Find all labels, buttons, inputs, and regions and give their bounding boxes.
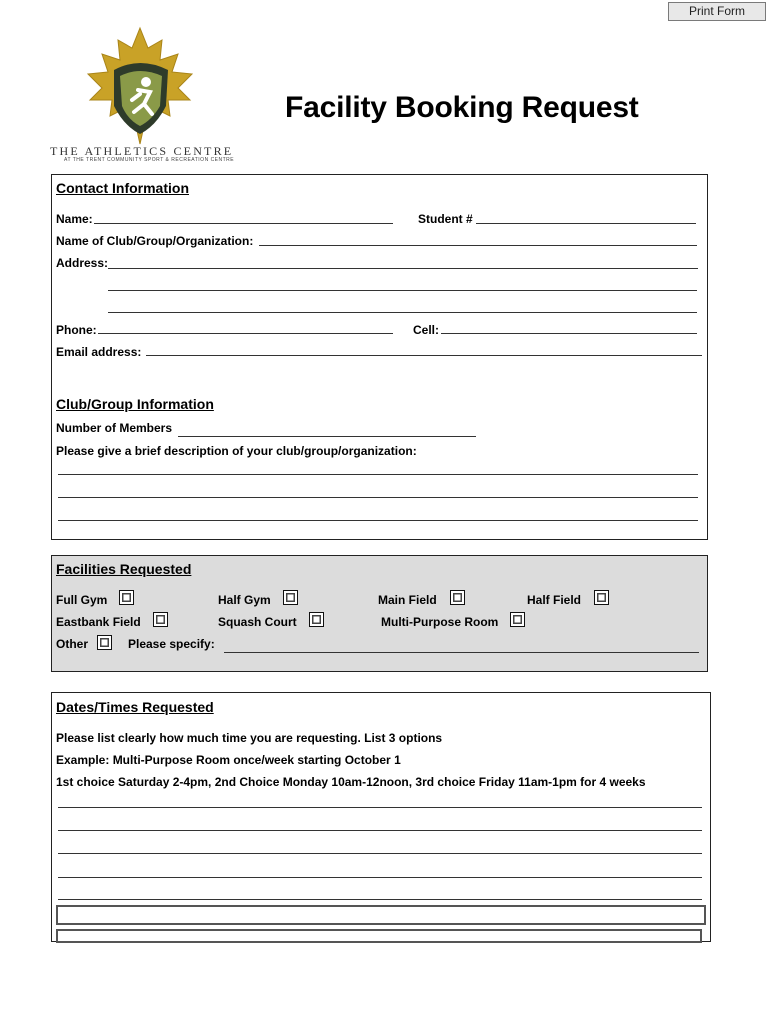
page-title: Facility Booking Request	[285, 91, 639, 124]
dates-example: Example: Multi-Purpose Room once/week starting October 1	[56, 753, 401, 767]
phone-field[interactable]	[98, 333, 393, 334]
student-number-field[interactable]	[476, 223, 696, 224]
cell-field[interactable]	[441, 333, 697, 334]
description-label: Please give a brief description of your club/group/organization:	[56, 444, 417, 458]
full-gym-label: Full Gym	[56, 593, 108, 607]
description-field-line-3[interactable]	[58, 520, 698, 521]
other-checkbox[interactable]	[97, 635, 112, 650]
squash-court-label: Squash Court	[218, 615, 297, 629]
description-field-line-2[interactable]	[58, 497, 698, 498]
brand-subtitle: AT THE TRENT COMMUNITY SPORT & RECREATION CENTRE	[64, 157, 235, 163]
dates-heading: Dates/Times Requested	[56, 699, 214, 715]
address-field-line-2[interactable]	[108, 290, 697, 291]
dates-input-box-2[interactable]	[56, 929, 702, 943]
dates-field-line-4[interactable]	[58, 877, 702, 878]
dates-field-line-2[interactable]	[58, 830, 702, 831]
address-field-line-3[interactable]	[108, 312, 697, 313]
dates-instructions: Please list clearly how much time you are requesting. List 3 options	[56, 731, 443, 745]
name-label: Name:	[56, 212, 93, 226]
email-field[interactable]	[146, 355, 702, 356]
eastbank-field-label: Eastbank Field	[56, 615, 141, 629]
dates-field-line-3[interactable]	[58, 853, 702, 854]
cell-label: Cell:	[413, 323, 440, 337]
athletics-centre-logo	[78, 26, 203, 146]
multipurpose-room-label: Multi-Purpose Room	[381, 615, 499, 629]
multipurpose-room-checkbox[interactable]	[510, 612, 525, 627]
address-field-line-1[interactable]	[108, 268, 698, 269]
squash-court-checkbox[interactable]	[309, 612, 324, 627]
dates-field-line-1[interactable]	[58, 807, 702, 808]
half-field-label: Half Field	[527, 593, 582, 607]
full-gym-checkbox[interactable]	[119, 590, 134, 605]
half-gym-checkbox[interactable]	[283, 590, 298, 605]
specify-field[interactable]	[224, 652, 699, 653]
student-number-label: Student #	[418, 212, 473, 226]
club-heading: Club/Group Information	[56, 396, 214, 412]
members-label: Number of Members	[56, 421, 173, 435]
maple-leaf-runner-icon	[78, 26, 203, 146]
club-name-label: Name of Club/Group/Organization:	[56, 234, 254, 248]
contact-heading: Contact Information	[56, 180, 189, 196]
dates-field-line-5[interactable]	[58, 899, 702, 900]
facilities-heading: Facilities Requested	[56, 561, 192, 577]
dates-input-box-1[interactable]	[56, 905, 706, 925]
half-gym-label: Half Gym	[218, 593, 271, 607]
email-label: Email address:	[56, 345, 142, 359]
description-field-line-1[interactable]	[58, 474, 698, 475]
name-field[interactable]	[94, 223, 393, 224]
eastbank-field-checkbox[interactable]	[153, 612, 168, 627]
main-field-checkbox[interactable]	[450, 590, 465, 605]
address-label: Address:	[56, 256, 109, 270]
print-form-button[interactable]: Print Form	[668, 2, 766, 21]
other-label: Other	[56, 637, 89, 651]
phone-label: Phone:	[56, 323, 97, 337]
dates-example-choices: 1st choice Saturday 2-4pm, 2nd Choice Monday 10am-12noon, 3rd choice Friday 11am-1pm for 4 weeks	[56, 775, 646, 789]
half-field-checkbox[interactable]	[594, 590, 609, 605]
contact-club-section	[51, 174, 708, 540]
members-field[interactable]	[178, 436, 476, 437]
club-name-field[interactable]	[259, 245, 697, 246]
main-field-label: Main Field	[378, 593, 437, 607]
brand-name: THE ATHLETICS CENTRE	[50, 144, 234, 158]
specify-label: Please specify:	[128, 637, 215, 651]
